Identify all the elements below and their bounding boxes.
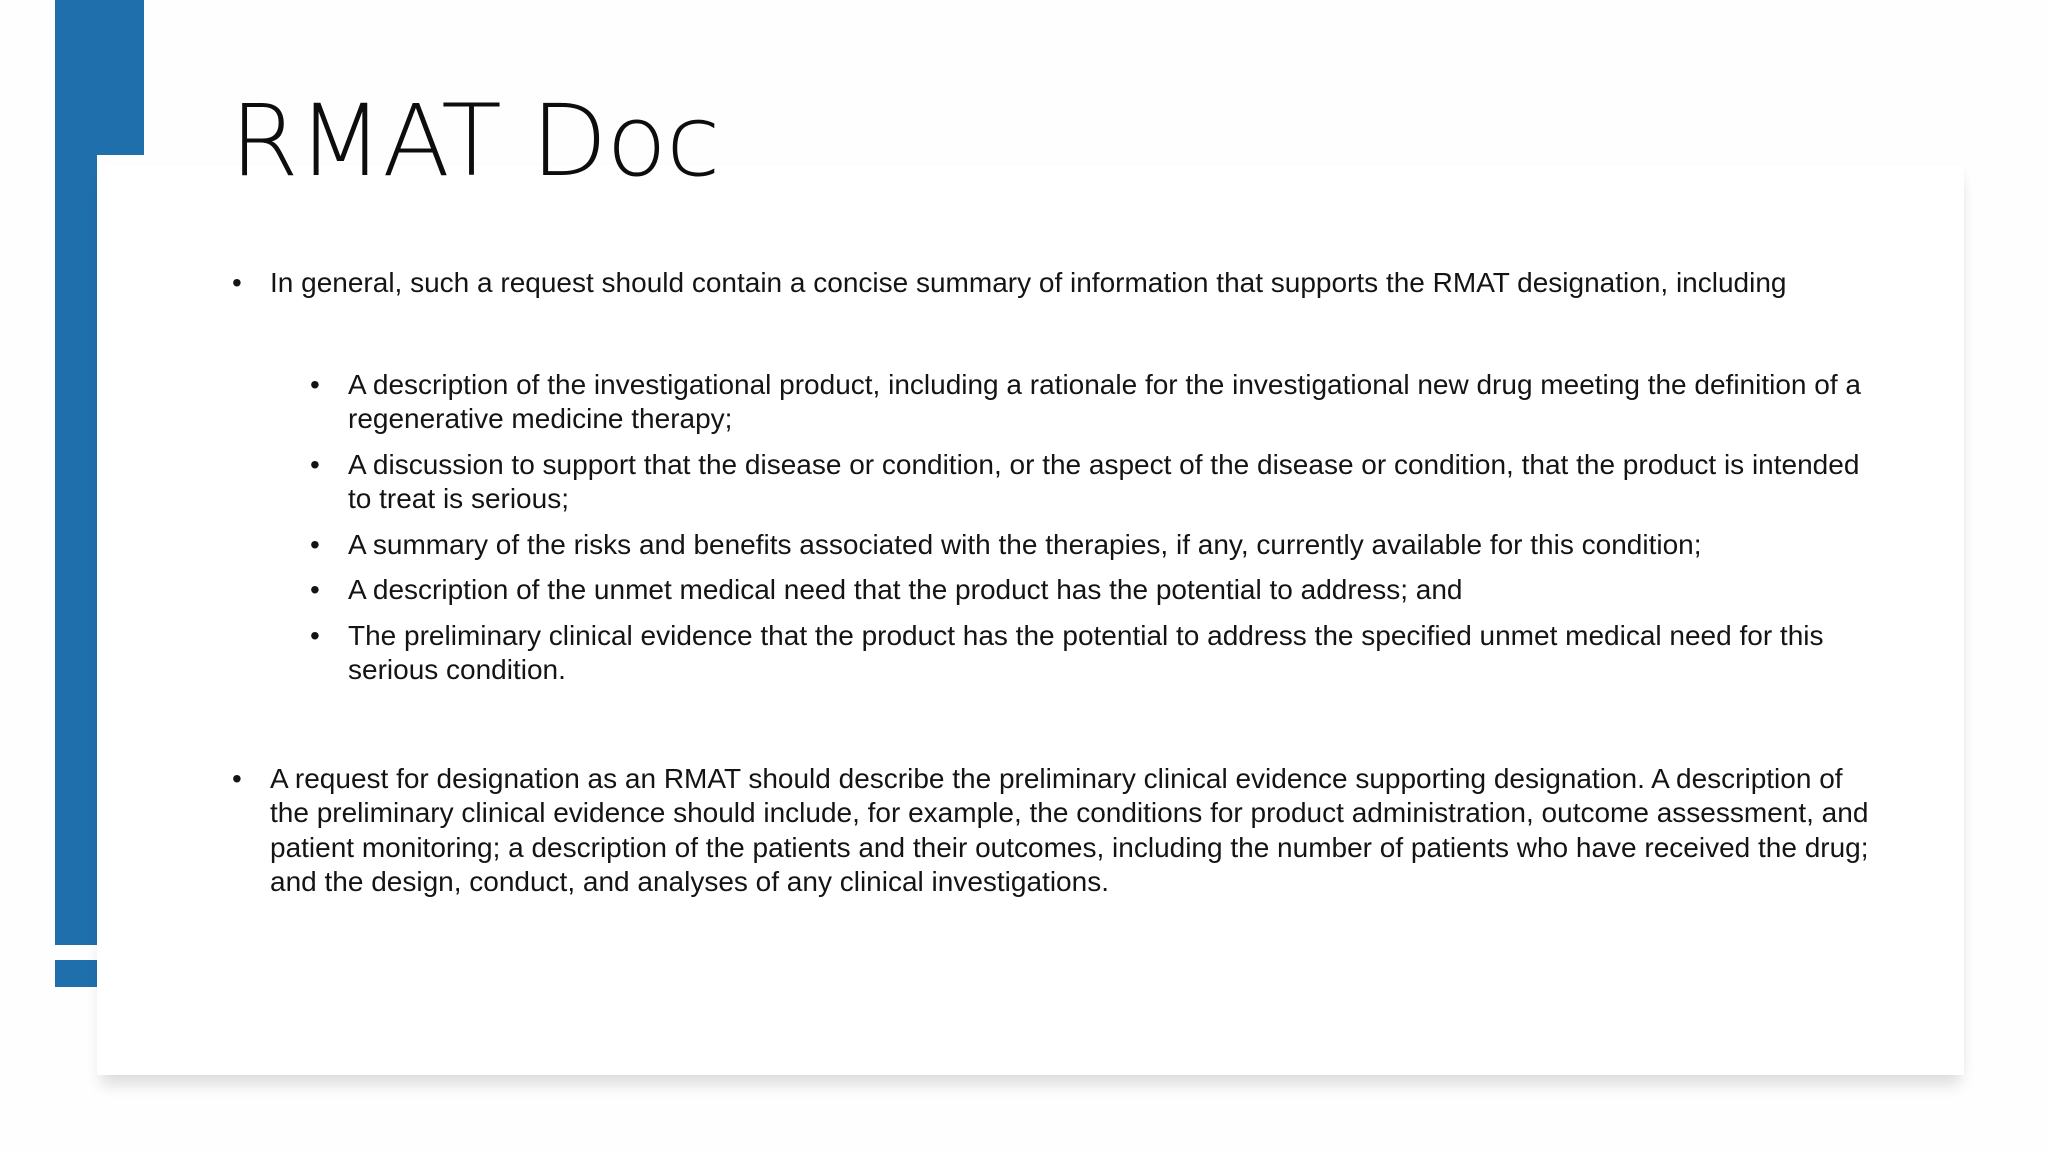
bullet-text: A request for designation as an RMAT should describe the preliminary clinical evidence supporting designation. A description of the preliminary clinical evidence should include, for example, the conditions for product administration, outcome assessment, and patient monitoring; a description of the patients and their outcomes, including the number of patients who have received the drug; and the design, conduct, and analyses of any clinical investigations. (270, 762, 1869, 897)
bullet-icon: • (232, 762, 242, 794)
accent-bar-top (55, 0, 144, 155)
sub-bullet-text: A description of the investigational product, including a rationale for the investigational new drug meeting the definition of a regenerative medicine therapy; (348, 368, 1861, 434)
sub-bullet-text: A description of the unmet medical need that the product has the potential to address; and (348, 574, 1463, 605)
bullet-item (230, 266, 1870, 301)
bullet-icon: • (310, 619, 320, 651)
sub-bullet-item (308, 573, 1870, 608)
sub-bullet-item (308, 448, 1870, 517)
accent-bar-main (55, 155, 97, 945)
bullet-icon: • (310, 574, 320, 605)
sub-bullet-text: A discussion to support that the disease or condition, or the aspect of the disease or condition, that the product is intended to treat is serious; (348, 448, 1860, 514)
bullet-icon: • (232, 267, 242, 298)
bullet-icon: • (310, 368, 320, 400)
bullet-icon: • (310, 528, 320, 560)
slide-title: RMAT Doc (230, 84, 720, 199)
bullet-text: In general, such a request should contain a concise summary of information that supports the RMAT designation, including (270, 267, 1787, 298)
sub-bullet-text: A summary of the risks and benefits associated with the therapies, if any, currently available for this condition; (348, 528, 1702, 560)
accent-bar-small (55, 960, 97, 987)
sub-bullet-text: The preliminary clinical evidence that the product has the potential to address the specified unmet medical need for this serious condition. (348, 619, 1824, 685)
sub-bullet-item (308, 368, 1870, 437)
bullet-icon: • (310, 448, 320, 480)
sub-bullet-item (308, 528, 1870, 563)
bullet-item (230, 762, 1870, 900)
bullet-list (230, 266, 1870, 900)
sub-bullet-list (230, 368, 1870, 688)
sub-bullet-item (308, 619, 1870, 688)
